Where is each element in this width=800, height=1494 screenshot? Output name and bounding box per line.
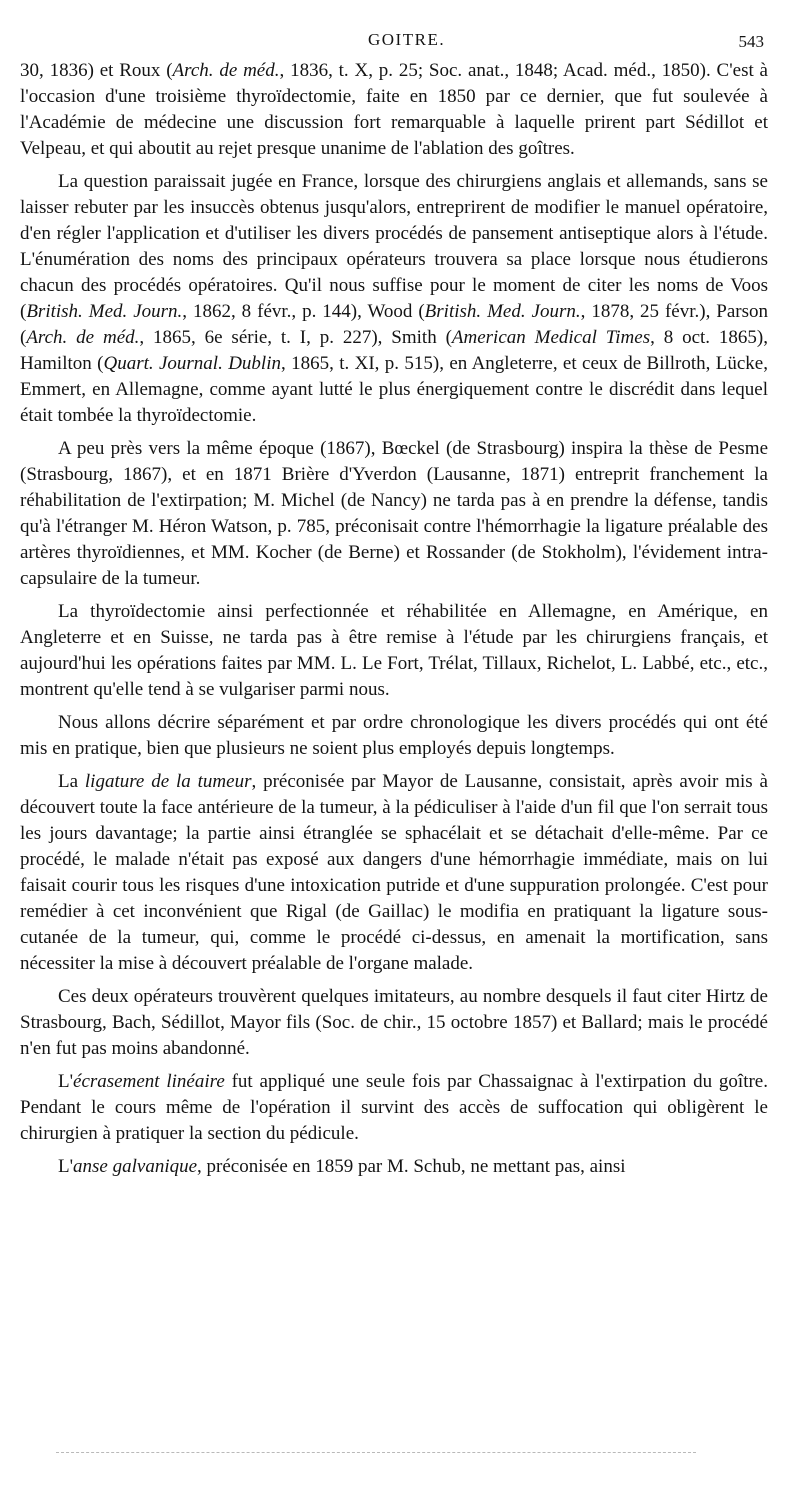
paragraph <box>20 599 768 703</box>
italic-citation: Arch. de méd. <box>172 60 280 81</box>
paragraph <box>20 436 768 592</box>
body-text <box>20 58 768 1187</box>
italic-citation: écrasement linéaire <box>73 1071 225 1092</box>
italic-citation: British. Med. Journ. <box>26 301 183 322</box>
paragraph <box>20 169 768 429</box>
running-title: GOITRE. <box>368 30 446 49</box>
text-run: , 1865, 6e série, t. I, p. 227), Smith ( <box>139 327 452 348</box>
paragraph <box>20 1154 768 1180</box>
text-run: L' <box>58 1071 74 1092</box>
paragraph <box>20 58 768 162</box>
running-head <box>0 30 800 54</box>
text-run: fut appliqué une seule fois par Chassaignac à l'extirpation du goître. Pendant le cours même de l'opération il survint des accès de suffocation qui obligèrent le chirurgien à pratiquer la section du pédicule. <box>20 1071 768 1144</box>
italic-citation: Arch. de méd. <box>26 327 140 348</box>
italic-citation: American Medical Times <box>451 327 651 348</box>
italic-citation: ligature de la tumeur <box>84 771 252 792</box>
text-run: Nous allons décrire séparément et par ordre chronologique les divers procédés qui ont été mis en pratique, bien que plusieurs ne soient plus employés depuis longtemps. <box>20 712 768 759</box>
text-run: , 1862, 8 févr., p. 144), Wood ( <box>182 301 425 322</box>
italic-citation: British. Med. Journ. <box>424 301 581 322</box>
paragraph <box>20 984 768 1062</box>
text-run: , 1836, t. X, p. 25; Soc. anat., 1848; Acad. méd., 1850). C'est à l'occasion d'une troisième thyroïdectomie, faite en 1850 par ce dernier, que fut soulevée à l'Académie de médecine une discussion fort remarquable à laquelle prirent part Sédillot et Velpeau, et qui aboutit au rejet presque unanime de l'ablation des goîtres. <box>20 60 768 159</box>
text-run: , préconisée en 1859 par M. Schub, ne mettant pas, ainsi <box>197 1156 626 1177</box>
bottom-divider <box>56 1452 696 1453</box>
italic-citation: anse galvanique <box>73 1156 198 1177</box>
paragraph <box>20 710 768 762</box>
text-run: , 1865, t. XI, p. 515), en Angleterre, et ceux de Billroth, Lücke, Emmert, en Allemagne, comme ayant lutté le plus énergiquement contre le discrédit dans lequel était tombée la thyroïdectomie. <box>20 353 768 426</box>
page-number: 543 <box>738 32 764 51</box>
text-run: L' <box>58 1156 74 1177</box>
text-run: , 1878, 25 févr.), Parson ( <box>20 301 769 348</box>
text-run: La thyroïdectomie ainsi perfectionnée et réhabilitée en Allemagne, en Amérique, en Angleterre et en Suisse, ne tarda pas à être remise à l'étude par les chirurgiens français, et aujourd'hui les opérations faites par MM. L. Le Fort, Trélat, Tillaux, Richelot, L. Labbé, etc., etc., montrent qu'elle tend à se vulgariser parmi nous. <box>20 601 768 700</box>
text-run: La question paraissait jugée en France, lorsque des chirurgiens anglais et allemands, sans se laisser rebuter par les insuccès obtenus jusqu'alors, entreprirent de modifier le manuel opératoire, d'en régler l'application et d'utiliser les divers procédés de pansement antiseptique alors à l'étude. L'énumération des noms des principaux opérateurs trouvera sa place lorsque nous étudierons chacun des procédés opératoires. Qu'il nous suffise pour le moment de citer les noms de Voos ( <box>20 171 768 322</box>
text-run: , 8 oct. 1865), Hamilton ( <box>20 327 768 374</box>
text-run: La <box>58 771 85 792</box>
italic-citation: Quart. Journal. Dublin <box>103 353 281 374</box>
paragraph <box>20 1069 768 1147</box>
paragraph <box>20 769 768 977</box>
text-run: , préconisée par Mayor de Lausanne, consistait, après avoir mis à découvert toute la face antérieure de la tumeur, à la pédiculiser à l'aide d'un fil que l'on serrait tous les jours davantage; la partie ainsi étranglée se sphacélait et se détachait d'elle-même. Par ce procédé, le malade n'était pas exposé aux dangers d'une hémorrhagie immédiate, mais on lui faisait courir tous les risques d'une intoxication putride et d'une suppuration prolongée. C'est pour remédier à cet inconvénient que Rigal (de Gaillac) le modifia en pratiquant la ligature sous-cutanée de la tumeur, qui, comme le procédé ci-dessus, en amenait la mortification, sans nécessiter la mise à découvert préalable de l'organe malade. <box>20 771 768 974</box>
text-run: A peu près vers la même époque (1867), Bœckel (de Strasbourg) inspira la thèse de Pesme (Strasbourg, 1867), et en 1871 Brière d'Yverdon (Lausanne, 1871) entreprit franchement la réhabilitation de l'extirpation; M. Michel (de Nancy) ne tarda pas à en prendre la défense, tandis qu'à l'étranger M. Héron Watson, p. 785, préconisait contre l'hémorrhagie la ligature préalable des artères thyroïdiennes, et MM. Kocher (de Berne) et Rossander (de Stokholm), l'évidement intra-capsulaire de la tumeur. <box>20 438 768 589</box>
text-run: Ces deux opérateurs trouvèrent quelques imitateurs, au nombre desquels il faut citer Hirtz de Strasbourg, Bach, Sédillot, Mayor fils (Soc. de chir., 15 octobre 1857) et Ballard; mais le procédé n'en fut pas moins abandonné. <box>20 986 768 1059</box>
text-run: 30, 1836) et Roux ( <box>20 60 173 81</box>
